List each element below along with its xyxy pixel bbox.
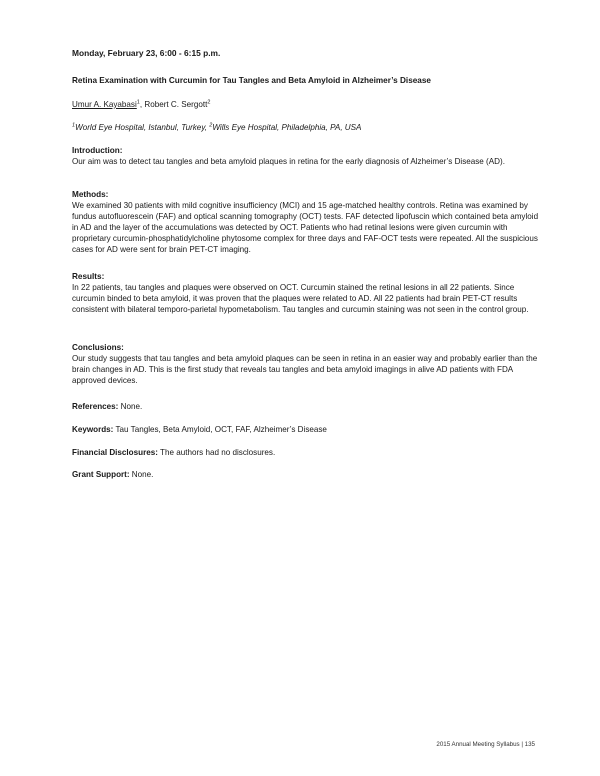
affiliation-mark: 2: [209, 122, 213, 129]
abstract-title: Retina Examination with Curcumin for Tau Tangles and Beta Amyloid in Alzheimer’s Disease: [72, 76, 431, 85]
author-name: Robert C. Sergott: [144, 100, 208, 109]
author-name: Umur A. Kayabasi: [72, 100, 137, 109]
introduction-section: [72, 145, 542, 167]
references-label: References:: [72, 402, 119, 411]
author-affiliation-mark: 1: [136, 99, 140, 106]
grant-support-line: [72, 470, 153, 479]
grant-support-value: None.: [129, 470, 154, 479]
affiliation-text: World Eye Hospital, Istanbul, Turkey,: [75, 123, 210, 132]
conclusions-section: [72, 342, 542, 386]
affiliation-mark: 1: [72, 122, 76, 129]
author-separator: ,: [139, 100, 145, 109]
keywords-label: Keywords:: [72, 425, 114, 434]
financial-disclosures-label: Financial Disclosures:: [72, 448, 158, 457]
results-section: [72, 271, 542, 315]
page-footer: 2015 Annual Meeting Syllabus | 135: [436, 741, 535, 748]
financial-disclosures-line: [72, 448, 275, 457]
section-heading: Methods:: [72, 190, 109, 199]
section-heading: Conclusions:: [72, 343, 124, 352]
author-affiliation-mark: 2: [207, 99, 211, 106]
references-line: [72, 402, 142, 411]
section-heading: Results:: [72, 272, 105, 281]
section-body: We examined 30 patients with mild cognitive insufficiency (MCI) and 15 age-matched healthy controls. Retina was examined by fundus autofluorescein (FAF) and optical scanning tomography (OCT) tests. FAF detected lipofuscin which contained beta amyloid in AD and the layer of the accumulations was detected by OCT. Patients who had retinal lesions were given curcumin with proprietary curcumin-phosphatidylcholine phytosome complex for three days and FAF-OCT tests were repeated. All the suspicious cases for AD were sent for brain PET-CT imaging.: [72, 201, 539, 254]
section-body: Our study suggests that tau tangles and beta amyloid plaques can be seen in retina in an easier way and probably earlier than the brain changes in AD. This is the first study that reveals tau tangles and beta amyloid imagings in alive AD patients with FDA approved devices.: [72, 354, 538, 385]
section-body: Our aim was to detect tau tangles and beta amyloid plaques in retina for the early diagnosis of Alzheimer’s Disease (AD).: [72, 157, 505, 166]
author-line: [72, 100, 210, 109]
keywords-value: Tau Tangles, Beta Amyloid, OCT, FAF, Alzheimer’s Disease: [113, 425, 327, 434]
section-body: In 22 patients, tau tangles and plaques were observed on OCT. Curcumin stained the retinal lesions in all 22 patients. Since curcumin binded to beta amyloid, it was proven that the plaques were related to AD. All 22 patients had brain PET-CT results consistent with bilateral temporo-parietal hypometabolism. Tau tangles and curcumin staining was not seen in the control group.: [72, 283, 529, 314]
session-time: Monday, February 23, 6:00 - 6:15 p.m.: [72, 48, 221, 58]
affiliation-line: [72, 123, 361, 132]
section-heading: Introduction:: [72, 146, 123, 155]
affiliation-text: Wills Eye Hospital, Philadelphia, PA, USA: [212, 123, 362, 132]
methods-section: [72, 189, 542, 255]
keywords-line: [72, 425, 327, 434]
financial-disclosures-value: The authors had no disclosures.: [157, 448, 276, 457]
grant-support-label: Grant Support:: [72, 470, 130, 479]
references-value: None.: [118, 402, 143, 411]
